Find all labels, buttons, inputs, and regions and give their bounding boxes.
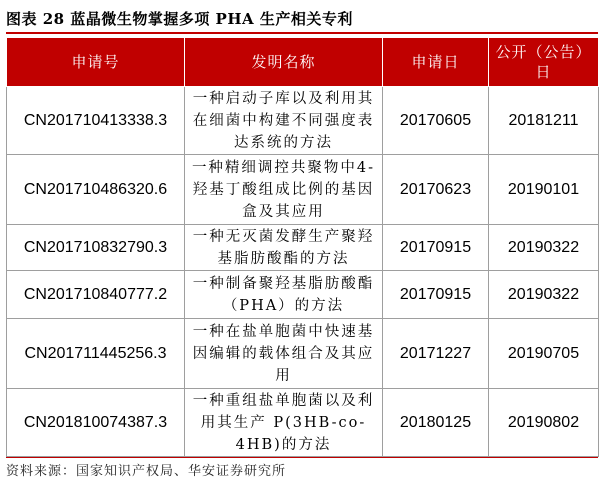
cell-application-number: CN201710486320.6 — [7, 155, 185, 225]
cell-invention-name: 一种重组盐单胞菌以及利用其生产 P(3HB-co-4HB)的方法 — [185, 389, 383, 457]
table-row — [7, 87, 599, 155]
cell-publication-date: 20190802 — [489, 389, 599, 457]
header-invention-name: 发明名称 — [185, 38, 383, 87]
cell-invention-name: 一种在盐单胞菌中快速基因编辑的载体组合及其应用 — [185, 319, 383, 389]
chart-title: 图表 28 蓝晶微生物掌握多项 PHA 生产相关专利 — [6, 10, 353, 28]
header-application-number: 申请号 — [7, 38, 185, 87]
cell-invention-name: 一种精细调控共聚物中4-羟基丁酸组成比例的基因盒及其应用 — [185, 155, 383, 225]
table-row — [7, 155, 599, 225]
cell-publication-date: 20190101 — [489, 155, 599, 225]
header-application-date: 申请日 — [383, 38, 489, 87]
table-row — [7, 389, 599, 457]
cell-publication-date: 20190705 — [489, 319, 599, 389]
table-row — [7, 225, 599, 271]
cell-application-number: CN201711445256.3 — [7, 319, 185, 389]
cell-publication-date: 20190322 — [489, 225, 599, 271]
header-publication-date: 公开（公告）日 — [489, 38, 599, 87]
cell-application-date: 20170623 — [383, 155, 489, 225]
table-header-row — [7, 38, 599, 87]
cell-application-date: 20170605 — [383, 87, 489, 155]
cell-application-number: CN201810074387.3 — [7, 389, 185, 457]
cell-invention-name: 一种无灭菌发酵生产聚羟基脂肪酸酯的方法 — [185, 225, 383, 271]
source-note: 资料来源：国家知识产权局、华安证券研究所 — [6, 464, 287, 479]
cell-application-date: 20170915 — [383, 271, 489, 319]
cell-publication-date: 20190322 — [489, 271, 599, 319]
cell-application-number: CN201710832790.3 — [7, 225, 185, 271]
patent-table — [6, 37, 599, 457]
table-row — [7, 319, 599, 389]
cell-application-date: 20170915 — [383, 225, 489, 271]
cell-publication-date: 20181211 — [489, 87, 599, 155]
cell-invention-name: 一种制备聚羟基脂肪酸酯（PHA）的方法 — [185, 271, 383, 319]
table-row — [7, 271, 599, 319]
cell-application-date: 20180125 — [383, 389, 489, 457]
title-divider — [6, 32, 598, 34]
cell-application-date: 20171227 — [383, 319, 489, 389]
cell-application-number: CN201710840777.2 — [7, 271, 185, 319]
source-divider — [6, 457, 598, 458]
cell-invention-name: 一种启动子库以及利用其在细菌中构建不同强度表达系统的方法 — [185, 87, 383, 155]
cell-application-number: CN201710413338.3 — [7, 87, 185, 155]
